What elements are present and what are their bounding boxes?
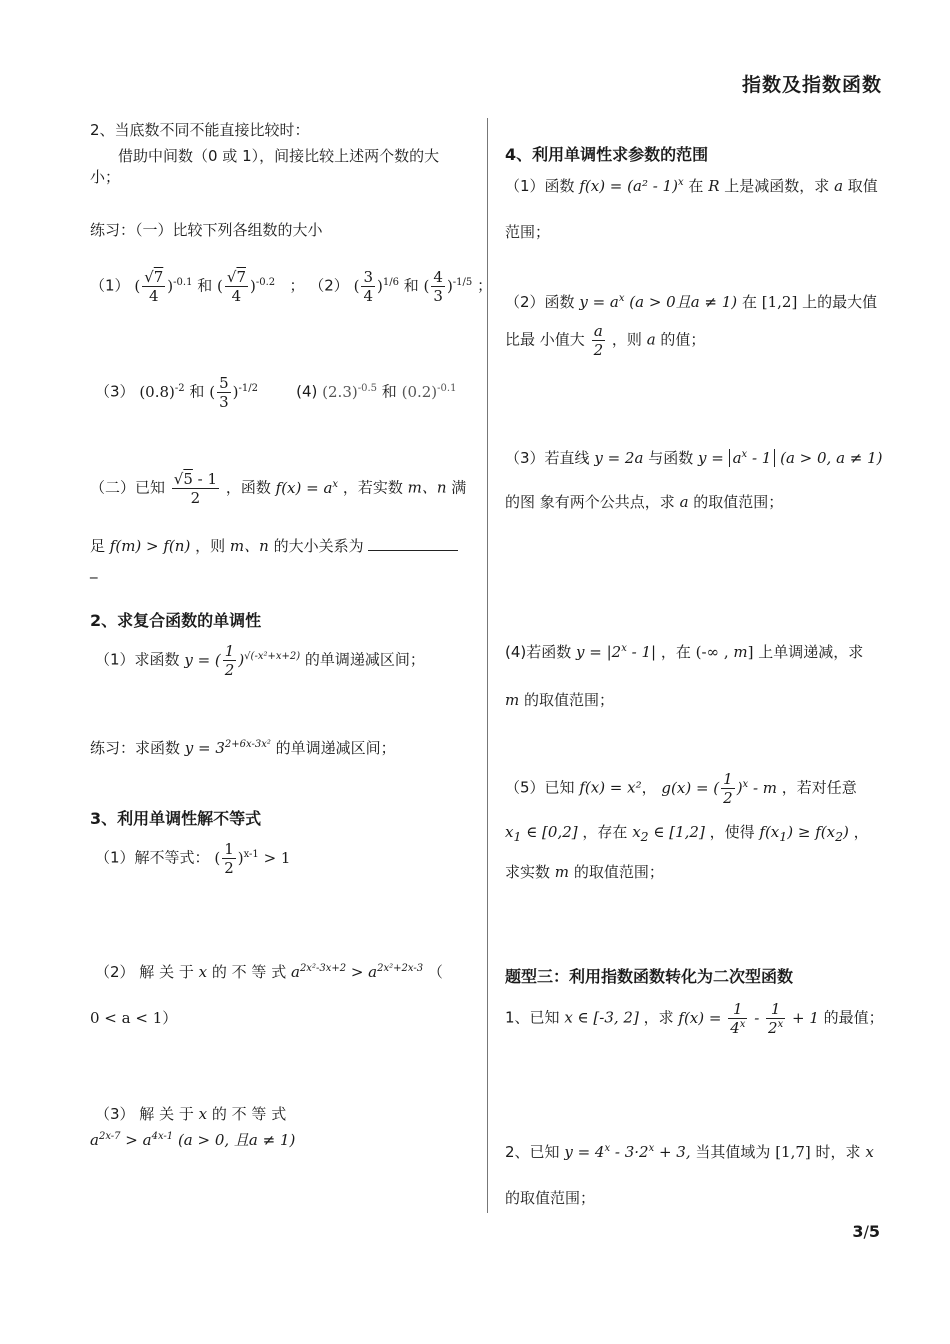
type-3-q1: 1、已知 x ∈ [-3, 2] ，求 f(x) = $\frac{1}{4^x}$ - $\frac{1}{2^x}$ + 1 的最值； — [505, 1000, 884, 1037]
part-2-line-2: 足 f(m) > f(n) ，则 m、n 的大小关系为 — [90, 536, 458, 557]
page-number: 3/5 — [852, 1222, 880, 1241]
question-3-4-line: （3） $(0.8)^{-2}$ 和 ( $\frac{5}{3}$ )$^{-1/2}$ (4) $(2.3)^{-0.5}$ 和 $(0.2)^{-0.1}$ — [95, 374, 457, 411]
section-2-body: 借助中间数（0 或 1），间接比较上述两个数的大小； — [90, 147, 440, 186]
param-q5-line-3: 求实数 m 的取值范围； — [505, 863, 664, 881]
inequality-q2-line-1: （2） 解 关 于 x 的 不 等 式 $a^{2x^2-3x+2} > a^{2x^2+2x-3}$ （ — [95, 963, 443, 981]
param-q3-line-1: （3）若直线 y = 2a 与函数 $y = a^x - 1$ (a > 0, a ≠ 1) — [505, 449, 883, 467]
param-q5-line-1: （5）已知 f(x) = x²， g(x) = ( $\frac{1}{2}$ )$^x$ - m ，若对任意 — [505, 770, 857, 807]
param-q3-line-2: 的图 象有两个公共点，求 a 的取值范围； — [505, 493, 784, 511]
section-inequality-heading: 3、利用单调性解不等式 — [90, 809, 262, 828]
part-2-line-1: （二）已知 $\frac{√5 - 1}{2}$ ，函数 $f(x) = a^x$ ，若实数 m、n 满 — [90, 470, 467, 507]
type-3-q2-line-1: 2、已知 $y = 4^x - 3\cdot 2^x + 3$, 当其值域为 [1,7] 时，求 x — [505, 1143, 874, 1161]
param-q1-line-1: （1）函数 f(x) = (a² - 1)$^x$ 在 R 上是减函数，求 a 取值 — [505, 177, 878, 195]
page-title: 指数及指数函数 — [741, 74, 882, 96]
param-q5-line-2: $x_1$ ∈ [0,2] ，存在 $x_2$ ∈ [1,2] ，使得 $f(x_1) \ge f(x_2)$ ， — [505, 823, 869, 844]
inequality-q1: （1）解不等式： ( $\frac{1}{2}$ )$^{x-1}$ > 1 — [95, 840, 291, 877]
practice-1-title: 练习：（一）比较下列各组数的大小 — [90, 221, 323, 239]
inequality-q3-line-2: $a^{2x-7} > a^{4x-1}$ (a > 0, 且a ≠ 1) — [90, 1131, 296, 1149]
param-q2-line-2: 比最 小值大 $\frac{a}{2}$ ，则 a 的值； — [505, 322, 706, 359]
param-q4-line-2: m 的取值范围； — [505, 691, 615, 709]
section-composite-heading: 2、求复合函数的单调性 — [90, 611, 262, 630]
inequality-q3-line-1: （3） 解 关 于 x 的 不 等 式 — [95, 1105, 287, 1123]
composite-practice: 练习：求函数 $y = 3^{2+6x-3x^2}$ 的单调递减区间； — [90, 739, 396, 757]
composite-q1: （1）求函数 y = ( $\frac{1}{2}$ )$^{√(-x^2+x+2)}$ 的单调递减区间； — [95, 642, 425, 679]
param-q4-line-1: (4)若函数 $y = |2^x - 1|$ ，在 (-∞ , m] 上单调递减，求 — [505, 643, 864, 661]
param-q1-line-2: 范围； — [505, 223, 551, 241]
param-q2-line-1: （2）函数 $y = a^x$ (a > 0且a ≠ 1) 在 [1,2] 上的最大值 — [505, 293, 878, 311]
type-3-q2-line-2: 的取值范围； — [505, 1189, 596, 1207]
section-2-heading: 2、当底数不同不能直接比较时： — [90, 121, 310, 139]
question-1-line: （1） ( $\frac{√7}{4}$ )$^{-0.1}$ 和 ( $\frac{√7}{4}$ )$^{-0.2}$ ； （2） ( $\frac{3}{4}$ )$^{1/6}$ 和 ( $\frac{4}{3}$ )$^{-1/5}$ ； — [90, 268, 493, 305]
type-3-heading: 题型三：利用指数函数转化为二次型函数 — [505, 967, 794, 986]
answer-blank — [368, 536, 458, 551]
dash-mark: _ — [90, 561, 98, 579]
section-parameter-heading: 4、利用单调性求参数的范围 — [505, 145, 709, 164]
inequality-q2-line-2: 0 < a < 1） — [90, 1009, 178, 1027]
